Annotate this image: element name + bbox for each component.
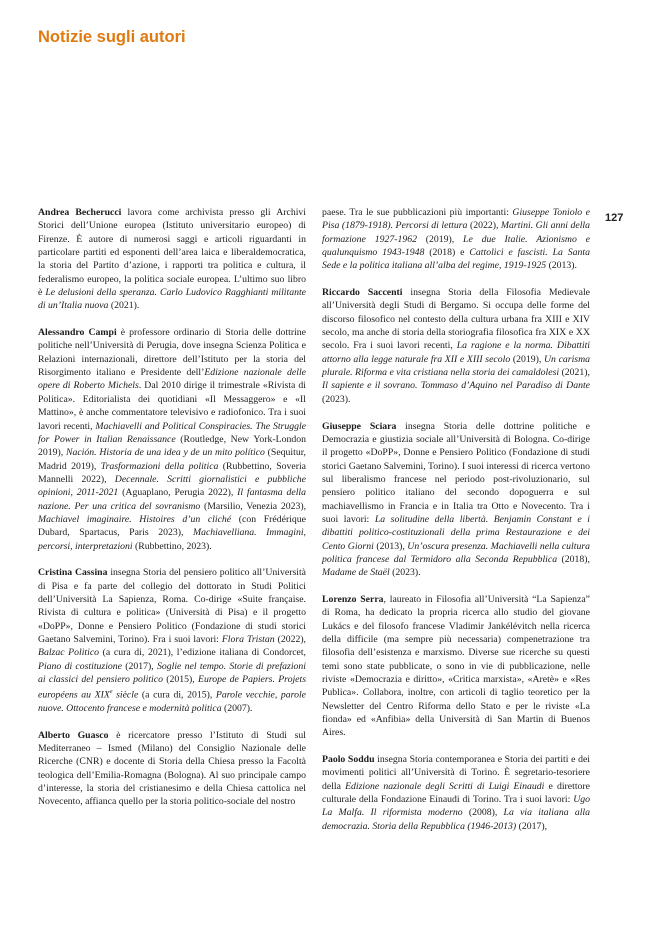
page-number: 127 xyxy=(605,212,624,224)
bio-text: insegna Storia del pensiero politico all’Università di Pisa e fa parte del collegio del dottorato in Studi Politici dell’Università La Sapienza, Roma. Co-dirige «Suite française. Rivista di cultura e politica» (Università di Pisa) e il progetto «DoPP», Donne e Pensiero Politico (Fondazione di studi storici Gaetano Salvemini, Torino). Fra i suoi lavori: xyxy=(38,567,306,645)
author-bio xyxy=(322,593,590,740)
bio-text: (2023). xyxy=(389,567,421,579)
author-name: Cristina Cassina xyxy=(38,567,108,579)
italic-title: Machiavelliana. Immagini, percorsi, interpretazioni xyxy=(38,527,306,552)
author-name: Alessandro Campi xyxy=(38,327,117,339)
author-bio xyxy=(38,729,306,809)
italic-title: La solitudine della libertà. Benjamin Constant e i dibattiti politico-costituzionali della prima Restaurazione e dei Cento Giorni xyxy=(322,513,590,552)
italic-title: Trasformazioni della politica xyxy=(100,460,219,472)
author-name: Paolo Soddu xyxy=(322,754,375,766)
bio-text: , laureato in Filosofia all’Università “La Sapienza” di Roma, ha dedicato la propria ricerca allo studio del giovane Lukács e del filosofo francese Vladimir Jankélévitch nella ricerca della difficile (ma sempre più necessaria) compenetrazione tra filosofia dell’esistenza e marxismo. Diverse sue ricerche su questi temi sono state pubblicate, o sono in vie di pubblicazione, nelle riviste «Democrazia e diritto», «Critica marxista», «Aretè» e «Res Publica». Collabora, inoltre, con articoli di taglio teoretico per la Newsletter del Centro Riforma dello Stato e per le riviste «La fionda» ed «Anfibia» della Università di San Martin di Buenos Aires. xyxy=(322,593,591,739)
author-bio xyxy=(38,566,306,715)
author-name: Giuseppe Sciara xyxy=(322,420,397,432)
bio-text: (Rubbettino, Soveria Mannelli 2022), xyxy=(38,460,307,485)
author-name: Andrea Becherucci xyxy=(38,207,122,218)
bio-text: è ricercatore presso l’Istituto di Studi sul Mediterraneo – Ismed (Milano) del Consiglio Nazionale delle Ricerche (CNR) e docente di Storia della Chiesa presso la Facoltà teologica dell’Emilia-Romagna (Bologna). Al suo principale campo d’interesse, la storia del cristianesimo e della Chiesa cattolica nel Novecento, affianca quello per la storia politico-sociale del nostro xyxy=(38,729,306,808)
bio-text: (2017), xyxy=(122,660,158,672)
italic-title: Le due Italie. Azionismo e qualunquismo 1943-1948 xyxy=(322,233,590,259)
bio-text: (Sequitur, Madrid 2019), xyxy=(38,447,306,472)
italic-title: Parole vecchie, parole nuove. Ottocento francese e modernità politica xyxy=(38,689,306,714)
italic-title: Balzac Politico xyxy=(38,647,100,659)
bio-text: (2017), xyxy=(516,820,548,832)
bio-text: (con Frédérique Dubard, Spartacus, Paris 2023), xyxy=(38,513,306,539)
italic-title: Ugo La Malfa. Il riformista moderno xyxy=(322,794,590,819)
bio-text: (Routledge, New York-London 2019), xyxy=(38,433,307,459)
italic-title: Decennale. Scritti giornalistici e pubbliche opinioni, 2011-2021 xyxy=(38,473,306,499)
author-bio xyxy=(322,286,590,406)
italic-title: Il fantasma della nazione. Per una critica del sovranismo xyxy=(38,487,306,512)
italic-title: Le delusioni della speranza. Carlo Ludovico Ragghianti militante di un’Italia nuova xyxy=(38,287,306,312)
bio-text: è professore ordinario di Storia delle dottrine politiche nell’Università di Perugia, dove insegna Scienza Politica e Relazioni internazionali, direttore dell’Istituto per la storia del Risorgimento italiano e Presidente dell’ xyxy=(38,327,306,379)
bio-text: (2019), xyxy=(416,233,464,245)
italic-title: Nación. Historia de una idea y de un mito político xyxy=(65,447,265,459)
italic-title: Europe de Papiers. Projets européens au XIX xyxy=(38,674,306,701)
bio-text: (2007). xyxy=(221,702,253,714)
bio-text: e xyxy=(109,689,113,696)
bio-text: (2023). xyxy=(322,393,351,405)
italic-title: Edizione nazionale degli Scritti di Luigi Einaudi xyxy=(345,780,545,792)
bio-text: (2018), xyxy=(557,553,590,565)
bio-text: (2022), xyxy=(274,634,306,645)
bio-text: (Marsilio, Venezia 2023), xyxy=(200,500,307,512)
page-title: Notizie sugli autori xyxy=(38,28,186,46)
author-bio xyxy=(322,753,590,833)
bio-text: insegna Storia delle dottrine politiche e Democrazia e giustizia sociale all’Università di Bologna. Co-dirige il progetto «DoPP», Donne e Pensiero Politico (Fondazione di studi storici Gaetano Salvemini, Torino). I suoi interessi di ricerca vertono sul liberalismo francese nel periodo post-rivoluzionario, sul pensiero politico italiano del secondo dopoguerra e sul machiavellismo in Francia e in Italia tra Otto e Novecento. Tra i suoi lavori: xyxy=(322,420,591,525)
italic-title: Piano di costituzione xyxy=(38,660,123,672)
bio-text: (2015), xyxy=(162,674,198,686)
bio-text: . Dal 2010 dirige il trimestrale «Rivista di Politica». Editorialista dei quotidiani «Il Messaggero» e «Il Mattino», è anche commentatore televisivo e radiofonico. Tra i suoi lavori recenti, xyxy=(38,380,307,432)
author-name: Riccardo Saccenti xyxy=(322,287,403,299)
bio-text: insegna Storia contemporanea e Storia dei partiti e dei movimenti politici all’Università di Torino. È segretario-tesoriere della xyxy=(322,754,590,792)
italic-title: Cattolici e fascisti. La Santa Sede e la politica italiana all’alba del regime, 1919-1925 xyxy=(322,247,590,272)
italic-title: La via italiana alla democrazia. Storia della Repubblica (1946-2013) xyxy=(322,807,590,832)
bio-text: (Aguaplano, Perugia 2022), xyxy=(118,487,238,499)
italic-title: siècle xyxy=(112,689,139,701)
author-bio xyxy=(322,420,590,580)
author-name: Alberto Guasco xyxy=(38,729,109,741)
bio-text: insegna Storia della Filosofia Medievale all’Università degli Studi di Bergamo. Si occupa delle forme del discorso filosofico nel contesto della cultura urbana fra XIII e XIV secolo, ma anche di storia della storiografia filosofica fra XIX e XX secolo. Fra i suoi lavori recenti, xyxy=(322,287,590,352)
italic-title: Un’oscura presenza. Machiavelli nella cultura politica francese dal Termidoro alla Seconda Repubblica xyxy=(322,540,591,565)
italic-title: Flora Tristan xyxy=(221,634,275,645)
italic-title: Un carisma plurale. Riforma e vita cristiana nella storia dei camaldolesi xyxy=(322,353,590,379)
bio-text: (2021), xyxy=(559,367,590,379)
bio-text: (a cura di, 2021), l’edizione italiana di Condorcet, xyxy=(99,647,306,659)
italic-title: Madame de Staël xyxy=(322,567,390,579)
bio-text: (2013). xyxy=(546,260,577,272)
bio-text: (2018) e xyxy=(424,247,470,259)
italic-title: Machiavel imaginaire. Histoires d’un cliché xyxy=(38,513,232,525)
italic-title: Edizione nazionale delle opere di Roberto Michels xyxy=(38,367,306,392)
italic-title: La ragione e la norma. Dibattiti attorno alla legge naturale fra XII e XIII secolo xyxy=(322,340,590,365)
author-bio xyxy=(322,206,590,273)
bio-text: (2008), xyxy=(462,807,504,819)
italic-title: Soglie nel tempo. Storie di prefazioni ai classici del pensiero politico xyxy=(38,660,307,686)
italic-title: Il sapiente e il sovrano. Tommaso d’Aquino nel Paradiso di Dante xyxy=(322,380,590,392)
bio-text: (a cura di, 2015), xyxy=(138,689,216,701)
italic-title: Martini. Gli anni della formazione 1927-1962 xyxy=(322,220,590,245)
bio-text: (2013), xyxy=(373,540,408,552)
bio-text: e direttore culturale della Fondazione Einaudi di Torino. Tra i suoi lavori: xyxy=(322,780,590,806)
bio-text: (Rubbettino, 2023). xyxy=(132,540,212,552)
bio-text: lavora come archivista presso gli Archivi Storici dell’Unione europea (Istituto universitario europeo) di Firenze. È autore di numerosi saggi e articoli riguardanti in particolare partiti ed esponenti dell’area laica e liberaldemocratica, la storia del Partito d’azione, i rapporti tra politica e cultura, il federalismo europeo, la politica sociale europea. L’ultimo suo libro è xyxy=(38,207,307,299)
bio-text: (2021). xyxy=(108,300,140,312)
italic-title: Machiavelli and Political Conspiracies. The Struggle for Power in Italian Renaissance xyxy=(38,420,306,445)
bio-text: (2022), xyxy=(467,220,501,232)
author-bio xyxy=(38,326,306,553)
right-column xyxy=(322,206,590,847)
author-bio xyxy=(38,206,306,313)
italic-title: Giuseppe Toniolo e Pisa (1879-1918). Percorsi di lettura xyxy=(322,207,590,232)
left-column xyxy=(38,206,306,822)
bio-text: paese. Tra le sue pubblicazioni più importanti: xyxy=(322,207,513,218)
author-name: Lorenzo Serra xyxy=(322,593,384,605)
bio-text: (2019), xyxy=(510,353,544,365)
